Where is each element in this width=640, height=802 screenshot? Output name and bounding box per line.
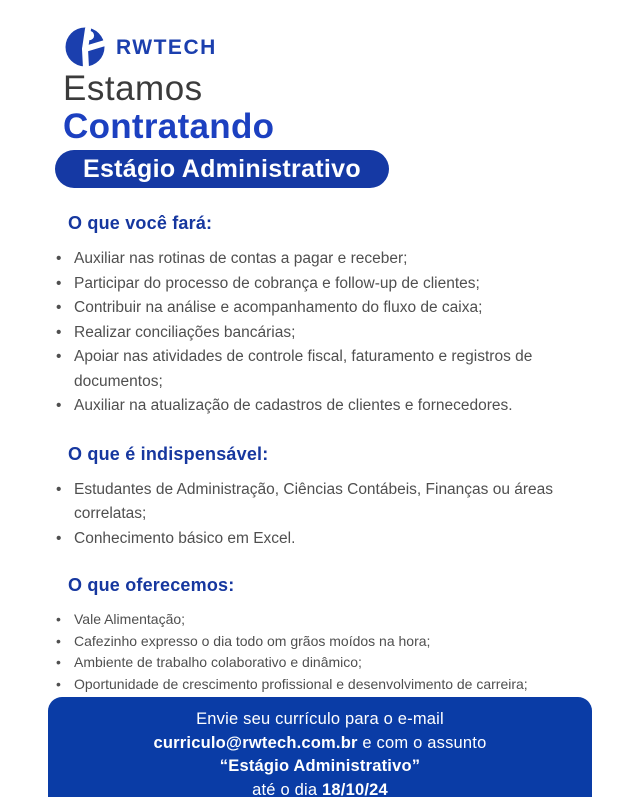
brand-logo (0, 0, 640, 68)
brand-name: RWTECH (116, 36, 217, 60)
bullet-item: • Apoiar nas atividades de controle fiscal, faturamento e registros de documentos; (68, 345, 604, 394)
cta-line-3 (48, 755, 592, 779)
cta-line-4 (48, 779, 592, 802)
bullet-item: • Oportunidade de crescimento profissional e desenvolvimento de carreira; (68, 674, 604, 696)
hero-line-2: Contratando (63, 108, 640, 145)
bullet-item: • Ambiente de trabalho colaborativo e dinâmico; (68, 652, 604, 674)
bullet-item: • Cafezinho expresso o dia todo om grãos moídos na hora; (68, 631, 604, 653)
section-heading: O que é indispensável: (68, 444, 604, 465)
job-title-badge: Estágio Administrativo (55, 150, 389, 188)
cta-email: curriculo@rwtech.com.br (154, 734, 358, 752)
cta-line-2 (48, 732, 592, 756)
section-0 (68, 213, 604, 419)
sections-container (0, 213, 640, 738)
section-1 (68, 444, 604, 552)
bullet-list (68, 247, 604, 419)
bullet-item: • Realizar conciliações bancárias; (68, 321, 604, 346)
bullet-item: • Auxiliar nas rotinas de contas a pagar e receber; (68, 247, 604, 272)
cta-intro-text: Envie seu currículo para o e-mail (196, 710, 444, 728)
bullet-item: • Estudantes de Administração, Ciências Contábeis, Finanças ou áreas correlatas; (68, 478, 604, 527)
cta-subject: “Estágio Administrativo” (220, 757, 420, 775)
section-heading: O que você fará: (68, 213, 604, 234)
cta-deadline-prefix: até o dia (252, 781, 322, 799)
bullet-item: • Conhecimento básico em Excel. (68, 527, 604, 552)
bullet-item: • Contribuir na análise e acompanhamento do fluxo de caixa; (68, 296, 604, 321)
bullet-item: • Vale Alimentação; (68, 609, 604, 631)
bullet-item: • Participar do processo de cobrança e follow-up de clientes; (68, 272, 604, 297)
bullet-item: • Auxiliar na atualização de cadastros de clientes e fornecedores. (68, 394, 604, 419)
cta-deadline: 18/10/24 (322, 781, 388, 799)
section-heading: O que oferecemos: (68, 575, 604, 596)
cta-subject-intro: e com o assunto (358, 734, 487, 752)
hero-line-1: Estamos (63, 70, 640, 108)
brand-logo-icon (64, 26, 106, 68)
bullet-list (68, 478, 604, 552)
hero-headline (0, 68, 640, 145)
cta-line-1 (48, 708, 592, 732)
cta-box (48, 697, 592, 797)
